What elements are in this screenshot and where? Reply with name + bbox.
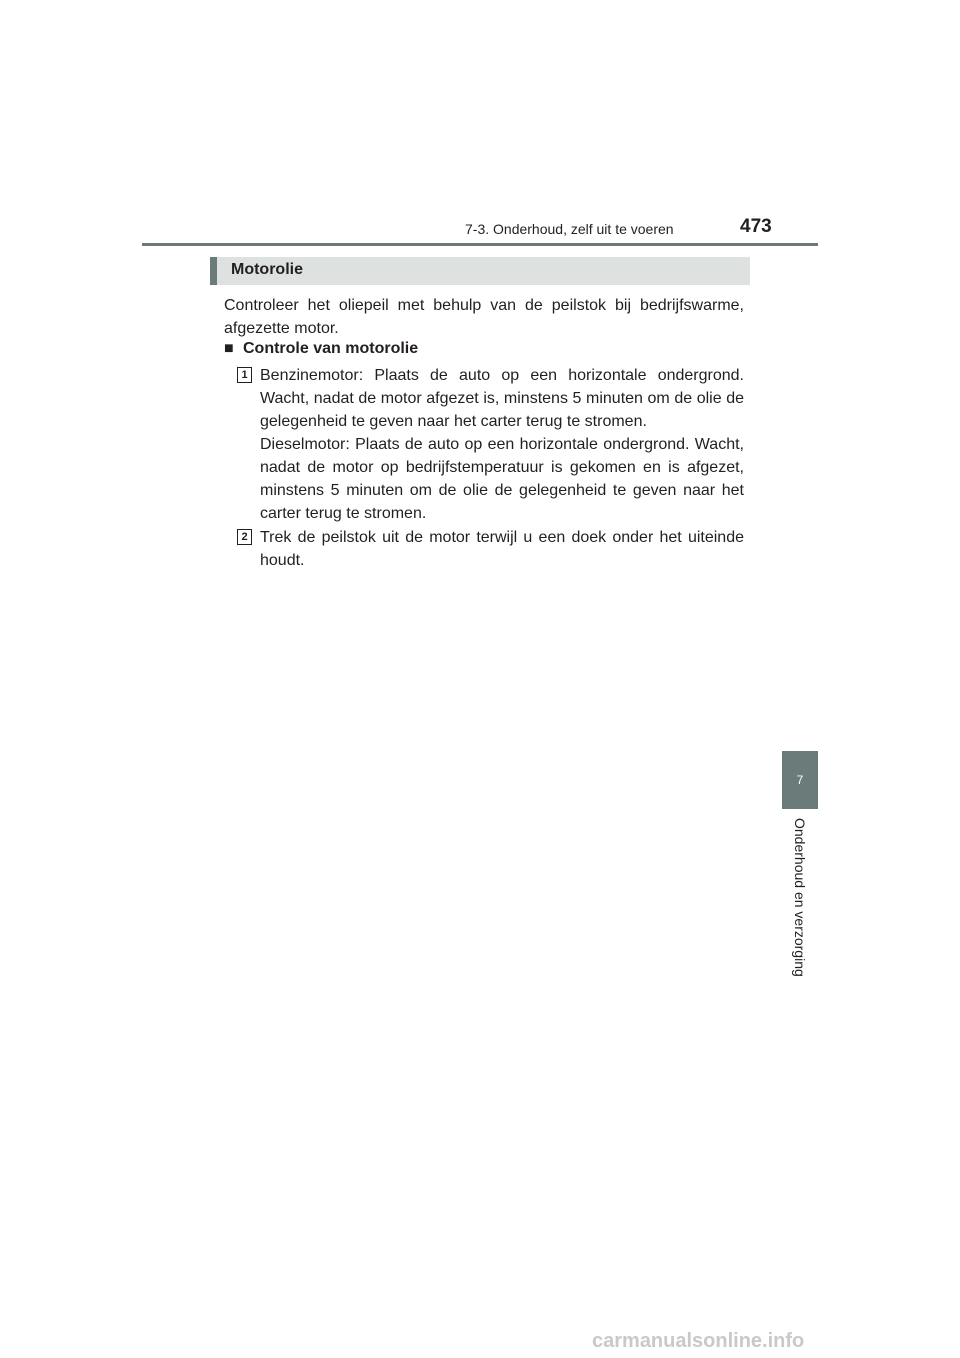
step-1-text: Benzinemotor: Plaats de auto op een horizontale ondergrond. Wacht, nadat de motor afgezet is, minstens 5 minuten om de olie de gelegenheid te geven naar het carter terug te stromen. [260, 367, 744, 430]
header-divider [142, 243, 818, 246]
step-1-extra-text: Dieselmotor: Plaats de auto op een horizontale ondergrond. Wacht, nadat de motor op bedrijfstemperatuur is gekomen en is afgezet, minstens 5 minuten om de olie de gelegenheid te geven naar het carter terug te stromen. [260, 436, 744, 522]
subheading [224, 339, 418, 359]
header-section-title: 7-3. Onderhoud, zelf uit te voeren [465, 221, 674, 237]
watermark: carmanualsonline.info [592, 1330, 805, 1352]
page-number: 473 [740, 216, 772, 237]
subheading-text: Controle van motorolie [243, 340, 419, 357]
chapter-number: 7 [796, 773, 804, 787]
section-title: Motorolie [231, 261, 303, 278]
intro-paragraph: Controleer het oliepeil met behulp van de peilstok bij bedrijfswarme, afgezette motor. [224, 297, 744, 337]
step-2-text: Trek de peilstok uit de motor terwijl u een doek onder het uiteinde houdt. [260, 529, 744, 569]
chapter-title: Onderhoud en verzorging [792, 818, 808, 977]
chapter-tab [782, 751, 818, 809]
square-bullet-icon: ■ [224, 340, 234, 357]
step-number-2: 2 [237, 529, 252, 545]
step-number-1: 1 [237, 367, 252, 383]
section-heading-bar [210, 257, 750, 285]
